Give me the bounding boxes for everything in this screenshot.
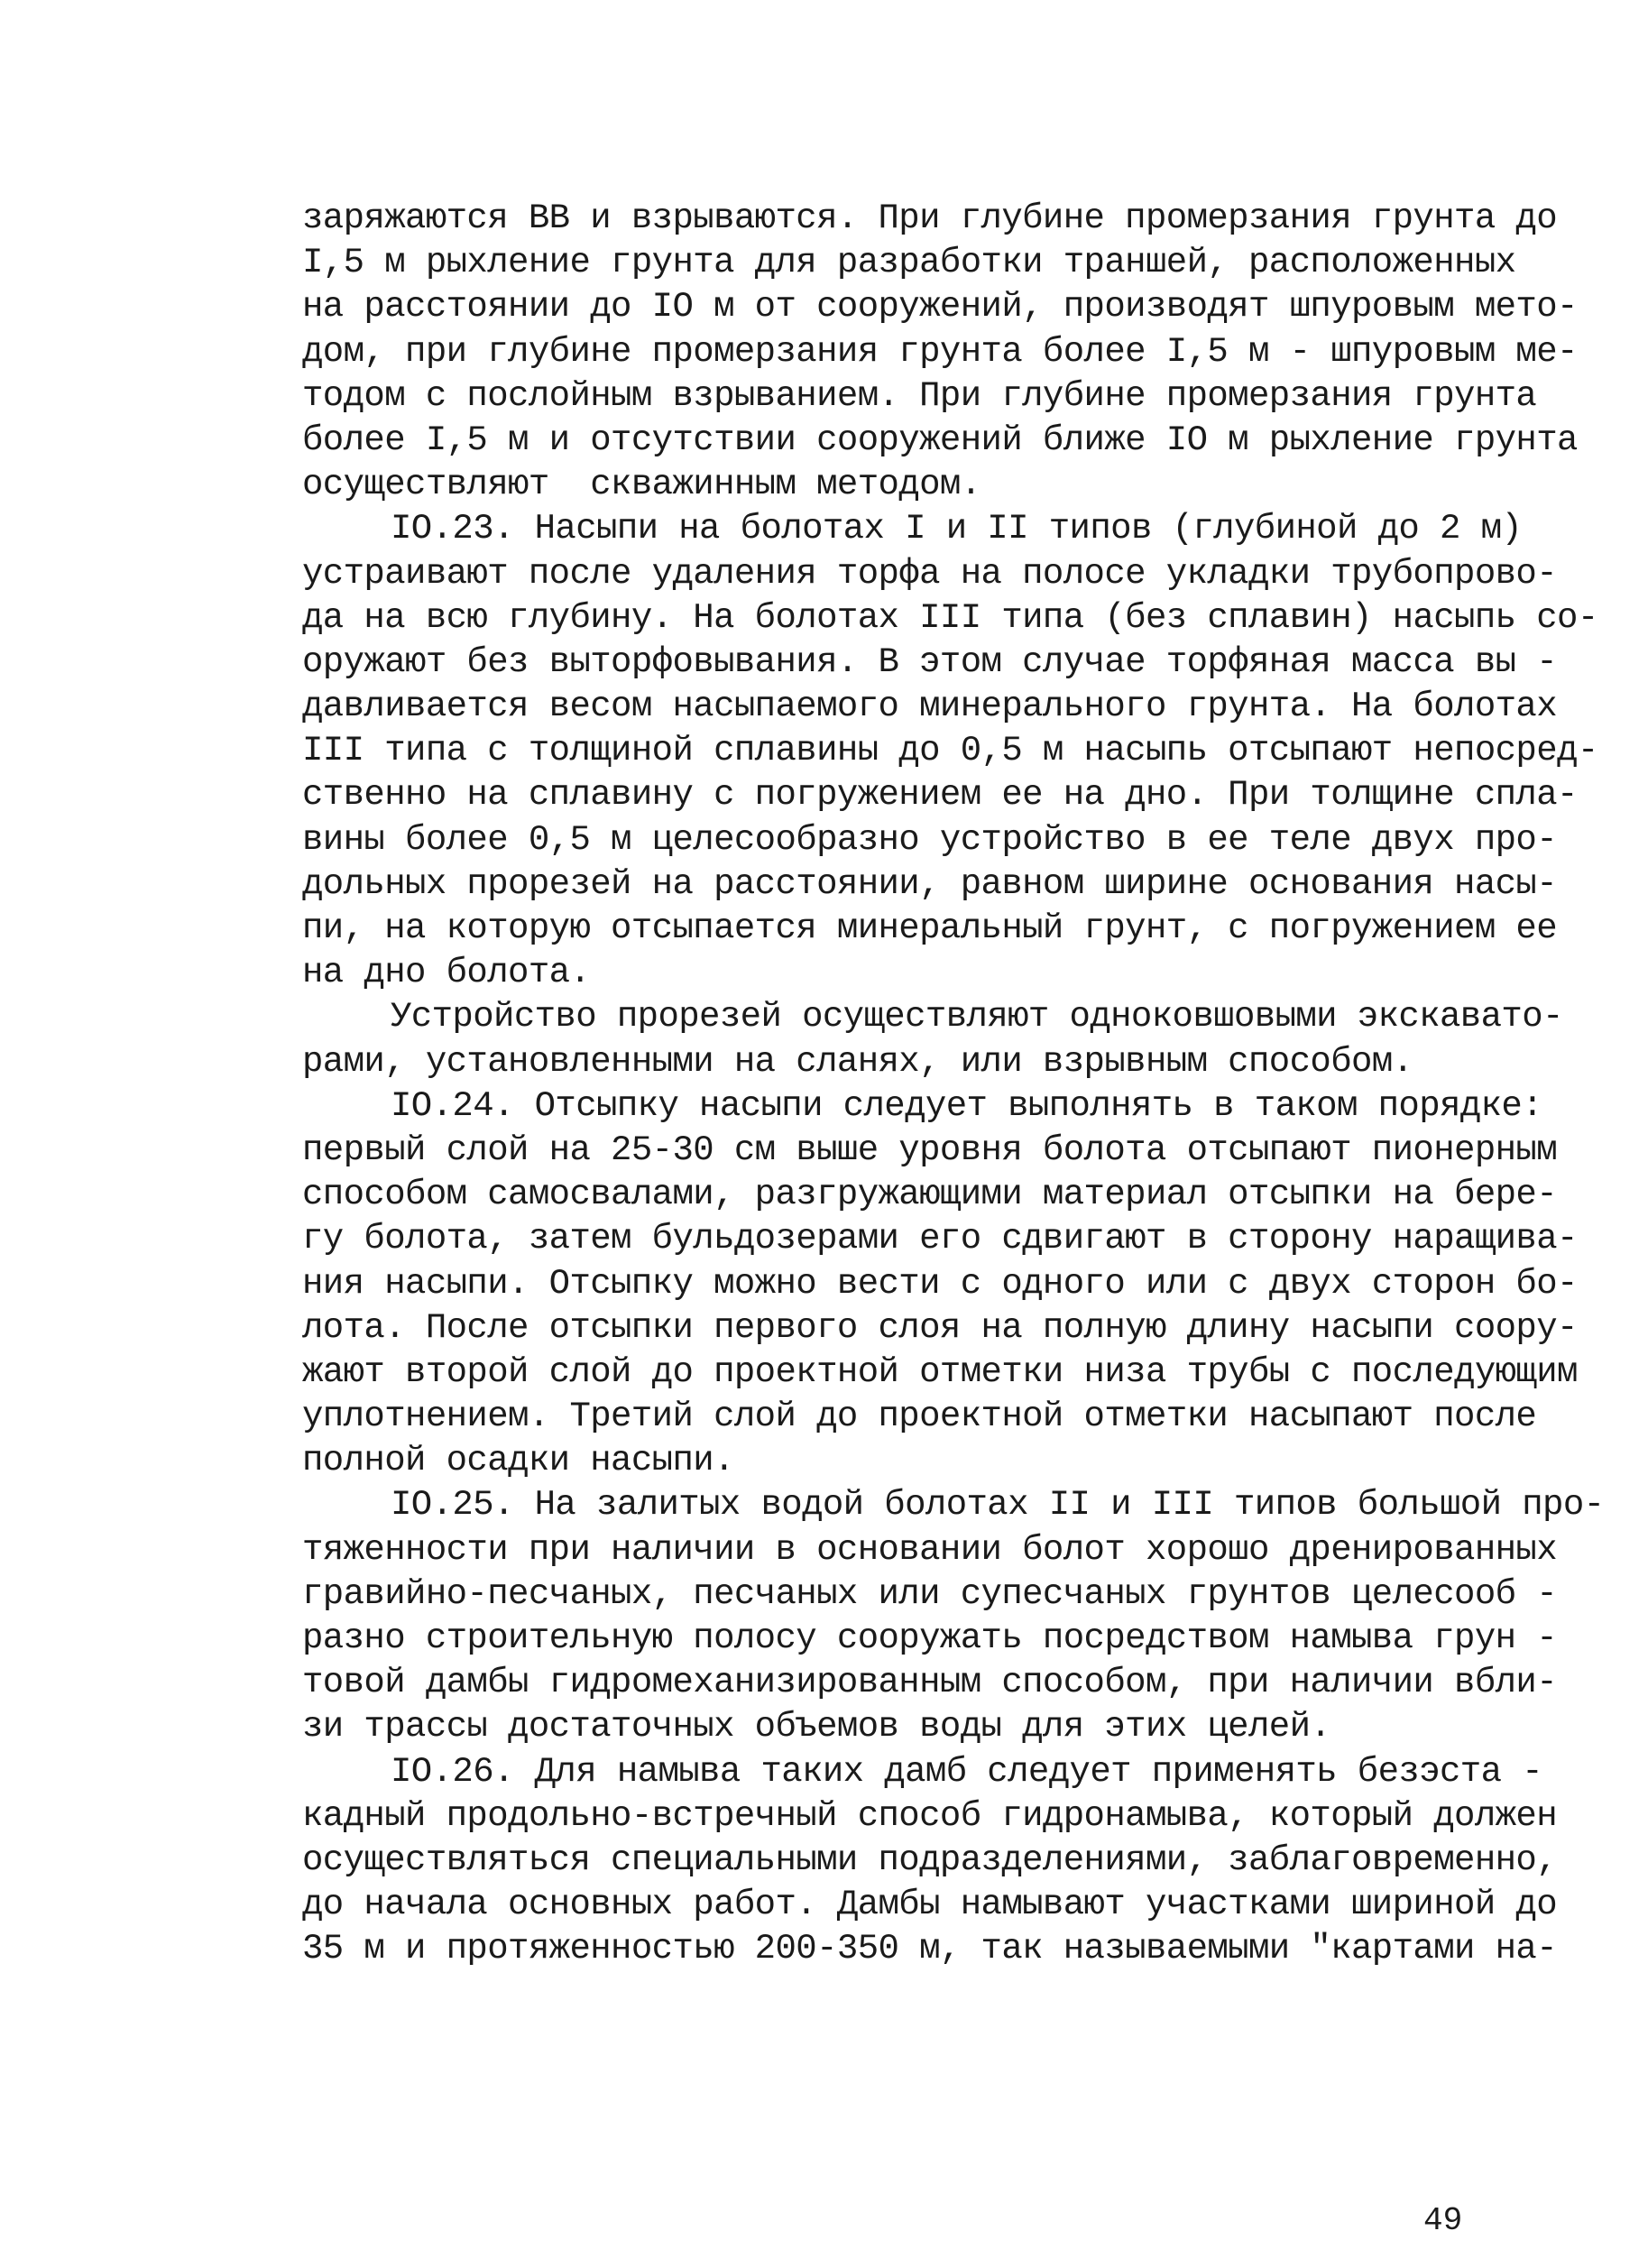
- text-line: жают второй слой до проектной отметки низа трубы с последующим: [302, 1351, 1578, 1392]
- text-line: на дно болота.: [302, 953, 591, 993]
- text-line: лота. После отсыпки первого слоя на полную длину насыпи соору-: [302, 1307, 1578, 1348]
- text-line: устраивают после удаления торфа на полосе укладки трубопрово-: [302, 553, 1558, 594]
- text-line: вины более 0,5 м целесообразно устройство в ее теле двух про-: [302, 819, 1558, 860]
- page-number: 49: [1423, 2202, 1463, 2239]
- text-line: давливается весом насыпаемого минерального грунта. На болотах: [302, 687, 1558, 727]
- text-line: IO.23. Насыпи на болотах I и II типов (глубиной до 2 м): [391, 509, 1523, 549]
- text-line: ния насыпи. Отсыпку можно вести с одного или с двух сторон бо-: [302, 1263, 1578, 1304]
- text-line: гу болота, затем бульдозерами его сдвигают в сторону наращива-: [302, 1219, 1578, 1259]
- text-line: разно строительную полосу сооружать посредством намыва грун -: [302, 1618, 1558, 1658]
- text-line: на расстоянии до IO м от сооружений, производят шпуровым мето-: [302, 287, 1578, 327]
- text-line: дом, при глубине промерзания грунта более I,5 м - шпуровым ме-: [302, 331, 1578, 372]
- text-line: IO.25. На залитых водой болотах II и III типов большой про-: [391, 1485, 1605, 1526]
- text-line: осуществляться специальными подразделениями, заблаговременно,: [302, 1839, 1558, 1880]
- text-line: дольных прорезей на расстоянии, равном ширине основания насы-: [302, 863, 1558, 904]
- text-line: способом самосвалами, разгружающими материал отсыпки на бере-: [302, 1175, 1558, 1215]
- text-line: зи трассы достаточных объемов воды для этих целей.: [302, 1707, 1331, 1747]
- text-line: I,5 м рыхление грунта для разработки траншей, расположенных: [302, 243, 1516, 283]
- text-line: более I,5 м и отсутствии сооружений ближе IO м рыхление грунта: [302, 419, 1578, 460]
- text-line: рами, установленными на сланях, или взрывным способом.: [302, 1041, 1413, 1082]
- text-line: гравийно-песчаных, песчаных или супесчаных грунтов целесооб -: [302, 1573, 1558, 1614]
- text-line: да на всю глубину. На болотах III типа (без сплавин) насыпь со-: [302, 597, 1598, 638]
- text-line: осуществляют скважинным методом.: [302, 465, 981, 505]
- text-line: ственно на сплавину с погружением ее на дно. При толщине спла-: [302, 775, 1578, 816]
- text-line: пи, на которую отсыпается минеральный грунт, с погружением ее: [302, 908, 1558, 948]
- text-line: тяженности при наличии в основании болот хорошо дренированных: [302, 1529, 1558, 1570]
- text-line: тодом с послойным взрыванием. При глубине промерзания грунта: [302, 375, 1537, 416]
- text-line: товой дамбы гидромеханизированным способом, при наличии вбли-: [302, 1663, 1558, 1703]
- text-line: полной осадки насыпи.: [302, 1441, 734, 1481]
- text-line: IO.24. Отсыпку насыпи следует выполнять в таком порядке:: [391, 1085, 1543, 1126]
- text-line: IO.26. Для намыва таких дамб следует применять безэста -: [391, 1751, 1543, 1792]
- text-line: до начала основных работ. Дамбы намывают участками шириной до: [302, 1885, 1558, 1925]
- text-line: заряжаются ВВ и взрываются. При глубине промерзания грунта до: [302, 198, 1558, 238]
- text-line: уплотнением. Третий слой до проектной отметки насыпают после: [302, 1397, 1537, 1437]
- text-line: 35 м и протяженностью 200-350 м, так называемыми "картами на-: [302, 1929, 1558, 1969]
- text-line: III типа с толщиной сплавины до 0,5 м насыпь отсыпают непосред-: [302, 731, 1598, 771]
- text-line: кадный продольно-встречный способ гидронамыва, который должен: [302, 1795, 1558, 1836]
- text-line: первый слой на 25-30 см выше уровня болота отсыпают пионерным: [302, 1129, 1558, 1170]
- text-line: оружают без выторфовывания. В этом случае торфяная масса вы -: [302, 641, 1558, 682]
- body-text: [302, 197, 1605, 1972]
- text-line: Устройство прорезей осуществляют одноковшовыми экскавато-: [391, 997, 1563, 1037]
